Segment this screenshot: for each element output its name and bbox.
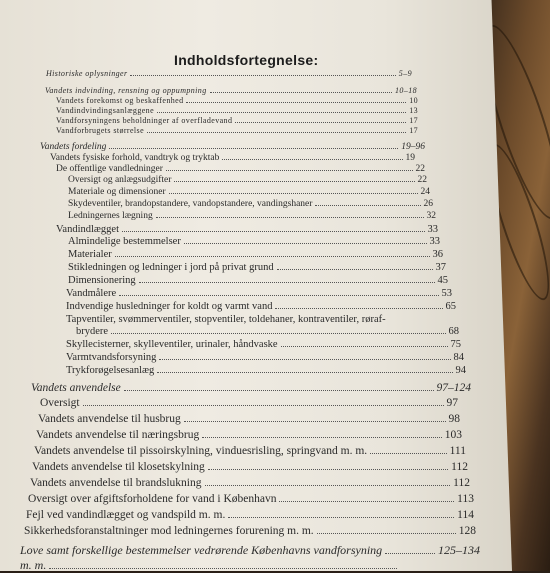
toc-entry: Vandets anvendelse til klosetskylning 112: [32, 461, 468, 473]
toc-entry: Stikledningen og ledninger i jord på privat grund 37: [68, 262, 446, 273]
toc-entry: Trykforøgelsesanlæg 94: [66, 365, 466, 376]
toc-entry: Historiske oplysninger 5–9: [46, 69, 412, 78]
toc-entry: Vandets anvendelse 97–124: [31, 382, 471, 394]
toc-entry: Vandets anvendelse til husbrug 98: [38, 413, 460, 425]
toc-entry: Vandets anvendelse til næringsbrug 103: [36, 429, 462, 441]
toc-entry: Oversigt over afgiftsforholdene for vand i København 113: [28, 493, 474, 505]
toc-entry: Sikkerhedsforanstaltninger mod ledningernes forurening m. m. 128: [24, 525, 476, 537]
toc-entry: Fejl ved vandindlægget og vandspild m. m. 114: [26, 509, 474, 521]
toc-entry: Skydeventiler, brandopstandere, vandopstandere, vandingshaner 26: [68, 199, 433, 209]
toc-entry: Tapventiler, svømmerventiler, stopventiler, toldehaner, kontraventiler, røraf-: [66, 314, 386, 325]
toc-entry: Vandets indvinding, rensning og oppumpning 10–18: [45, 86, 417, 95]
toc-entry: Skyllecisterner, skylleventiler, urinaler, håndvaske 75: [66, 339, 461, 350]
toc-entry: De offentlige vandledninger 22: [56, 164, 425, 174]
toc-entry: Almindelige bestemmelser 33: [68, 236, 440, 247]
page-title: Indholdsfortegnelse:: [174, 52, 319, 68]
toc-entry: Vandindvindingsanlæggene 13: [56, 106, 418, 115]
toc-entry: Vandforbrugets størrelse 17: [56, 126, 418, 135]
toc-entry: Vandforsyningens beholdninger af overfladevand 17: [56, 116, 418, 125]
toc-entry: Vandets anvendelse til pissoirskylning, vinduesrisling, springvand m. m. 111: [34, 445, 466, 457]
toc-entry: Vandets fysiske forhold, vandtryk og tryktab 19: [50, 153, 415, 163]
toc-entry: Materiale og dimensioner 24: [68, 187, 430, 197]
toc-entry: Dimensionering 45: [68, 275, 448, 286]
toc-entry: Oversigt og anlægsudgifter 22: [68, 175, 427, 185]
toc-entry: Varmtvandsforsyning 84: [66, 352, 464, 363]
toc-entry: Vandets forekomst og beskaffenhed 10: [56, 96, 418, 105]
toc-entry: Vandets fordeling 19–96: [40, 142, 425, 152]
toc-entry: Love samt forskellige bestemmelser vedrørende Københavns vandforsyning 125–134: [20, 543, 480, 557]
toc-entry: Materialer 36: [68, 249, 443, 260]
toc-entry: Vandets anvendelse til brandslukning 112: [30, 477, 470, 489]
toc-entry: Vandmålere 53: [66, 288, 452, 299]
toc-entry: Oversigt 97: [40, 397, 458, 409]
toc-entry: Vandindlægget 33: [56, 224, 438, 235]
toc-entry: m. m.: [20, 558, 400, 573]
toc-entry: Ledningernes lægning 32: [68, 211, 436, 221]
toc-entry: Indvendige husledninger for koldt og varmt vand 65: [66, 301, 456, 312]
toc-entry: brydere 68: [76, 326, 459, 337]
